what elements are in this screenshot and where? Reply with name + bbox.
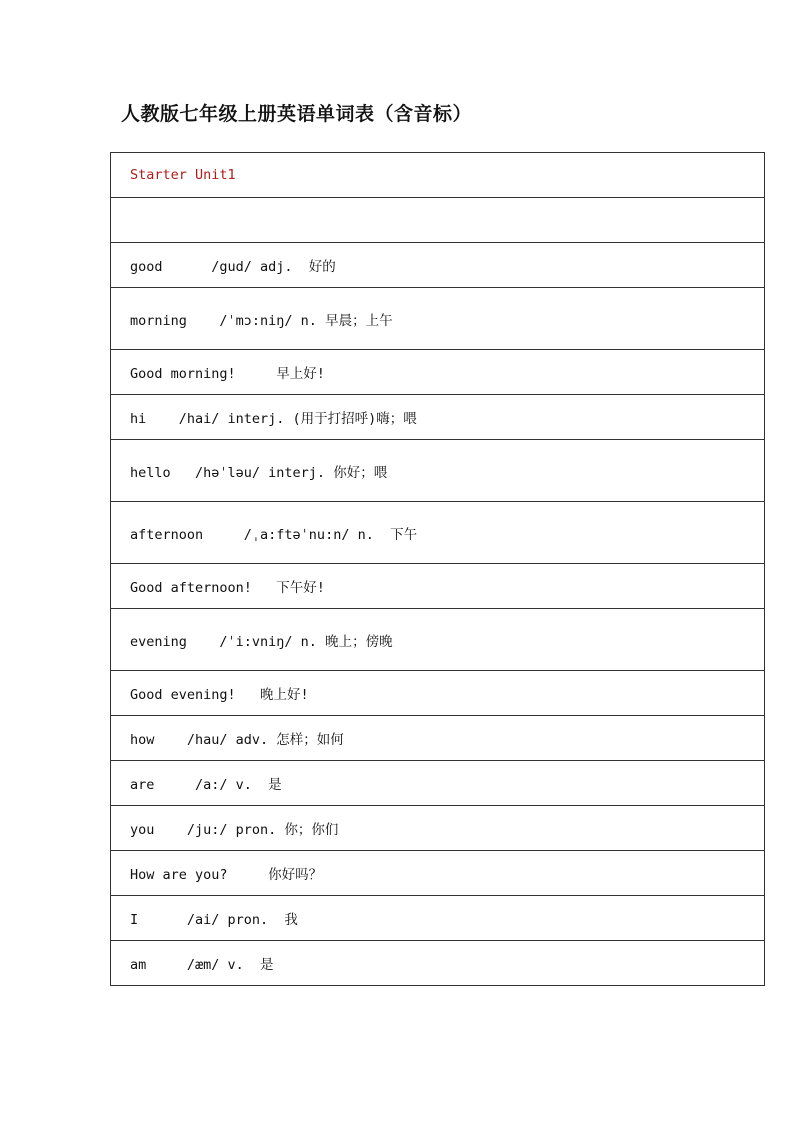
vocab-entry: how /hau/ adv. 怎样；如何 xyxy=(111,716,765,761)
vocab-entry: Good morning! 早上好! xyxy=(111,350,765,395)
table-row xyxy=(111,198,765,243)
vocab-entry: hello /həˈləu/ interj. 你好；喂 xyxy=(111,440,765,502)
vocab-entry: morning /ˈmɔ:niŋ/ n. 早晨；上午 xyxy=(111,288,765,350)
table-row xyxy=(111,153,765,198)
vocab-entry: you /ju:/ pron. 你；你们 xyxy=(111,806,765,851)
table-row xyxy=(111,440,765,502)
vocab-entry: I /ai/ pron. 我 xyxy=(111,896,765,941)
vocab-entry: are /a:/ v. 是 xyxy=(111,761,765,806)
unit-heading: Starter Unit1 xyxy=(111,153,765,198)
empty-cell xyxy=(111,198,765,243)
vocab-entry: afternoon /ˌa:ftəˈnu:n/ n. 下午 xyxy=(111,502,765,564)
page-title: 人教版七年级上册英语单词表（含音标） xyxy=(121,103,473,125)
table-row xyxy=(111,671,765,716)
table-row xyxy=(111,761,765,806)
table-row xyxy=(111,896,765,941)
vocab-entry: How are you? 你好吗？ xyxy=(111,851,765,896)
table-row xyxy=(111,806,765,851)
table-row xyxy=(111,288,765,350)
table-row xyxy=(111,609,765,671)
vocabulary-table xyxy=(110,152,765,986)
vocab-entry: am /æm/ v. 是 xyxy=(111,941,765,986)
table-row xyxy=(111,941,765,986)
table-row xyxy=(111,564,765,609)
table-row xyxy=(111,716,765,761)
table-row xyxy=(111,502,765,564)
vocab-entry: Good afternoon! 下午好! xyxy=(111,564,765,609)
vocab-entry: Good evening! 晚上好! xyxy=(111,671,765,716)
table-row xyxy=(111,395,765,440)
vocab-entry: good /gud/ adj. 好的 xyxy=(111,243,765,288)
vocab-entry: hi /hai/ interj. (用于打招呼)嗨；喂 xyxy=(111,395,765,440)
vocab-entry: evening /ˈi:vniŋ/ n. 晚上；傍晚 xyxy=(111,609,765,671)
table-row xyxy=(111,243,765,288)
table-row xyxy=(111,851,765,896)
table-row xyxy=(111,350,765,395)
